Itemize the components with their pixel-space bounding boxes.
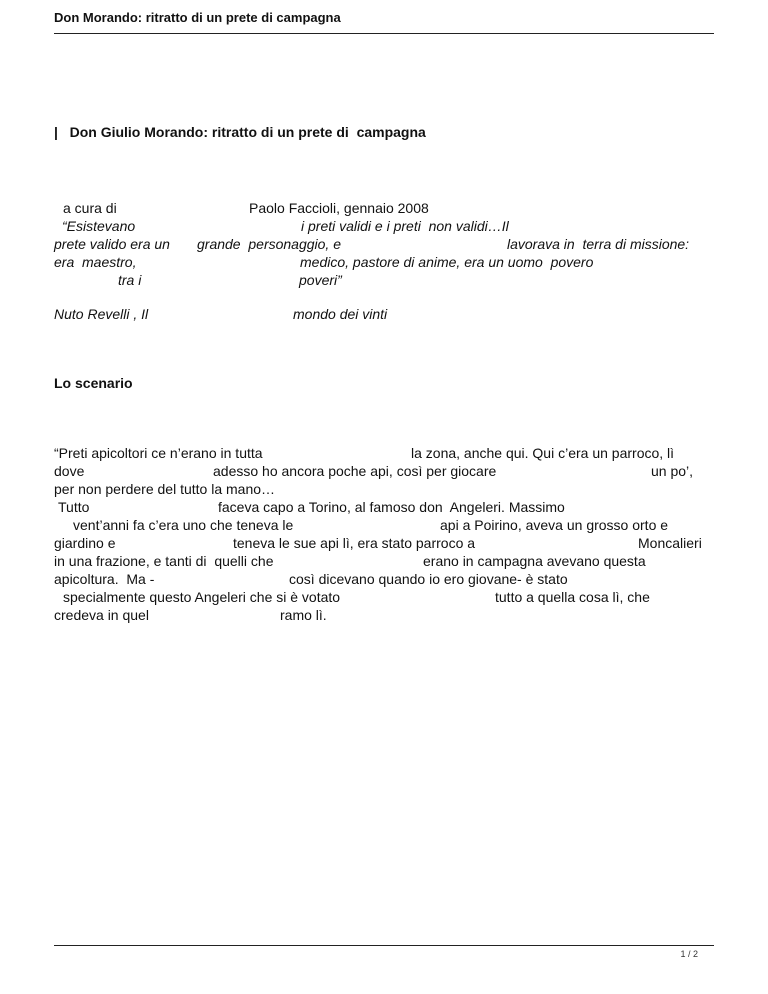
- paragraph-line: api a Poirino, aveva un grosso orto e: [440, 517, 669, 533]
- paragraph-line: specialmente questo Angeleri che si è votato: [63, 589, 341, 605]
- paragraph-line: faceva capo a Torino, al famoso don Angeleri. Massimo: [218, 499, 565, 515]
- quote-line: grande personaggio, e: [197, 236, 341, 252]
- paragraph-line: teneva le sue api lì, era stato parroco a: [233, 535, 476, 551]
- quote-line: tra i: [118, 272, 142, 288]
- section-title: Lo scenario: [54, 375, 133, 391]
- quote-line: lavorava in terra di missione:: [507, 236, 690, 252]
- paragraph-line: la zona, anche qui. Qui c’era un parroco, lì: [411, 445, 675, 461]
- quote-line: i preti validi e i preti non validi…Il: [301, 218, 509, 234]
- paragraph-line: tutto a quella cosa lì, che: [495, 589, 650, 605]
- paragraph-line: credeva in quel: [54, 607, 149, 623]
- paragraph-line: Tutto: [58, 499, 90, 515]
- quote-line: poveri”: [299, 272, 342, 288]
- header-divider: [54, 33, 714, 34]
- quote-line: medico, pastore di anime, era un uomo povero: [300, 254, 594, 270]
- paragraph-line: un po’,: [651, 463, 694, 479]
- title-text: Don Giulio Morando: ritratto di un prete di campagna: [69, 124, 426, 140]
- article-title: [54, 124, 426, 140]
- paragraph-line: vent’anni fa c’era uno che teneva le: [73, 517, 294, 533]
- paragraph-line: adesso ho ancora poche api, così per giocare: [213, 463, 497, 479]
- byline-prefix: a cura di: [63, 200, 117, 216]
- citation-author: Nuto Revelli , Il: [54, 306, 149, 322]
- paragraph-line: ramo lì.: [280, 607, 327, 623]
- quote-line: era maestro,: [54, 254, 137, 270]
- paragraph-line: dove: [54, 463, 85, 479]
- byline-author: Paolo Faccioli, gennaio 2008: [249, 200, 429, 216]
- paragraph-line: per non perdere del tutto la mano…: [54, 481, 276, 497]
- paragraph-line: erano in campagna avevano questa: [423, 553, 646, 569]
- footer-divider: [54, 945, 714, 946]
- page-number: 1 / 2: [680, 949, 698, 959]
- title-marker: |: [54, 124, 58, 140]
- paragraph-line: in una frazione, e tanti di quelli che: [54, 553, 274, 569]
- paragraph-line: così dicevano quando io ero giovane- è stato: [289, 571, 568, 587]
- paragraph-line: Moncalieri: [638, 535, 702, 551]
- running-header: Don Morando: ritratto di un prete di campagna: [54, 10, 341, 25]
- citation-work: mondo dei vinti: [293, 306, 388, 322]
- quote-line: prete valido era un: [54, 236, 170, 252]
- quote-line: “Esistevano: [62, 218, 136, 234]
- paragraph-line: apicoltura. Ma -: [54, 571, 155, 587]
- paragraph-line: giardino e: [54, 535, 116, 551]
- paragraph-line: “Preti apicoltori ce n’erano in tutta: [54, 445, 263, 461]
